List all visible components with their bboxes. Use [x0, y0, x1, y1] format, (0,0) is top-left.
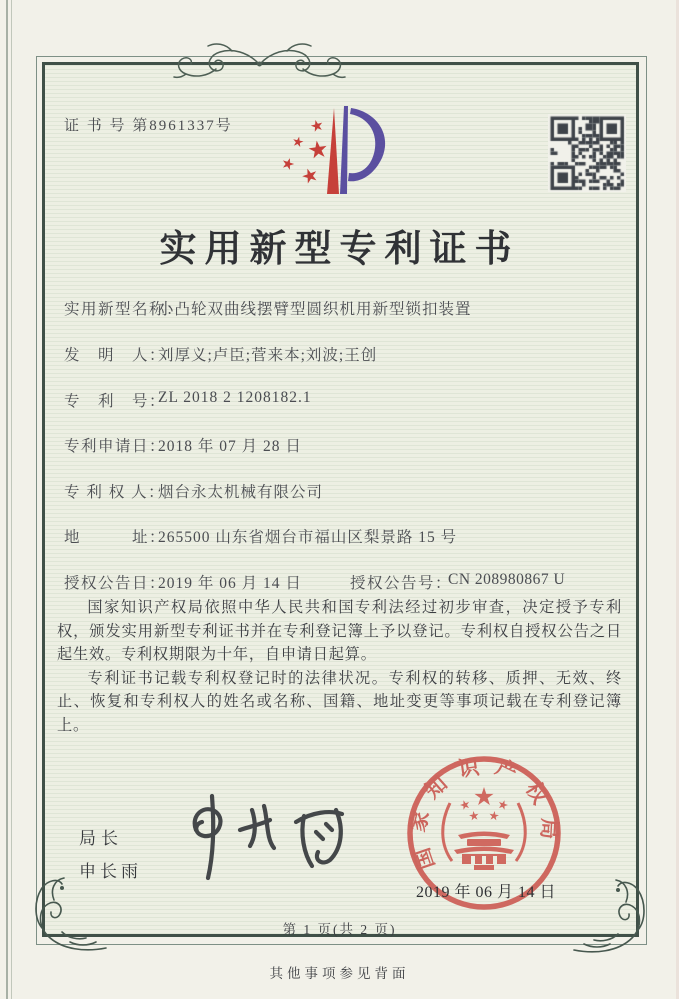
field-value: 2018 年 07 月 28 日 [158, 438, 302, 455]
legal-text-block [57, 596, 622, 738]
certificate-title: 实用新型专利证书 [159, 229, 520, 270]
top-center-flourish-ornament [172, 42, 347, 82]
field-row-patent-number [0, 389, 679, 411]
cnipa-logo-icon [276, 102, 398, 202]
field-row-invention-name [0, 297, 679, 319]
field-label: 发 明 人： [64, 347, 167, 364]
certificate-number: 证 书 号 第8961337号 [64, 118, 233, 134]
director-title: 局长 [79, 829, 123, 848]
field-value-grant-number: CN 208980867 U [448, 571, 566, 588]
field-label: 授权公告日： [64, 575, 167, 592]
field-label: 专 利 号： [64, 393, 167, 410]
bottom-right-flourish-ornament [570, 874, 654, 958]
field-row-grant-date-and-number [0, 571, 679, 593]
field-label: 专利申请日： [64, 438, 167, 455]
field-value: 小凸轮双曲线摆臂型圆织机用新型锁扣装置 [158, 301, 472, 318]
director-signature-icon [168, 786, 373, 886]
field-value: 刘厚义;卢臣;菅来本;刘波;王创 [158, 347, 378, 364]
legal-paragraph: 国家知识产权局依照中华人民共和国专利法经过初步审查，决定授予专利权，颁发实用新型专利证书并在专利登记簿上予以登记。专利权自授权公告之日起生效。专利权期限为十年，自申请日起算。 [57, 599, 622, 664]
field-row-address [0, 525, 679, 547]
field-value: 2019 年 06 月 14 日 [158, 575, 302, 592]
field-label-grant-number: 授权公告号： [350, 575, 453, 592]
field-row-inventors [0, 343, 679, 365]
legal-paragraph: 专利证书记载专利权登记时的法律状况。专利权的转移、质押、无效、终止、恢复和专利权人的姓名或名称、国籍、地址变更等事项记载在专利登记簿上。 [57, 669, 622, 734]
bottom-left-flourish-ornament [26, 872, 110, 956]
field-value: 烟台永太机械有限公司 [158, 484, 324, 501]
field-label: 实用新型名称： [64, 301, 184, 318]
page-number: 第 1 页(共 2 页) [282, 922, 397, 937]
seal-date: 2019 年 06 月 14 日 [416, 884, 557, 901]
director-name: 申长雨 [79, 862, 142, 881]
field-label: 专 利 权 人： [64, 484, 166, 501]
qr-code [548, 114, 626, 192]
back-side-note: 其他事项参见背面 [269, 966, 410, 981]
seal-text: 国家知识产权局 [405, 753, 562, 873]
field-value: ZL 2018 2 1208182.1 [158, 389, 312, 406]
field-label: 地 址： [64, 529, 167, 546]
field-value: 265500 山东省烟台市福山区梨景路 15 号 [158, 529, 458, 546]
field-row-filing-date [0, 434, 679, 456]
field-row-patentee [0, 480, 679, 502]
